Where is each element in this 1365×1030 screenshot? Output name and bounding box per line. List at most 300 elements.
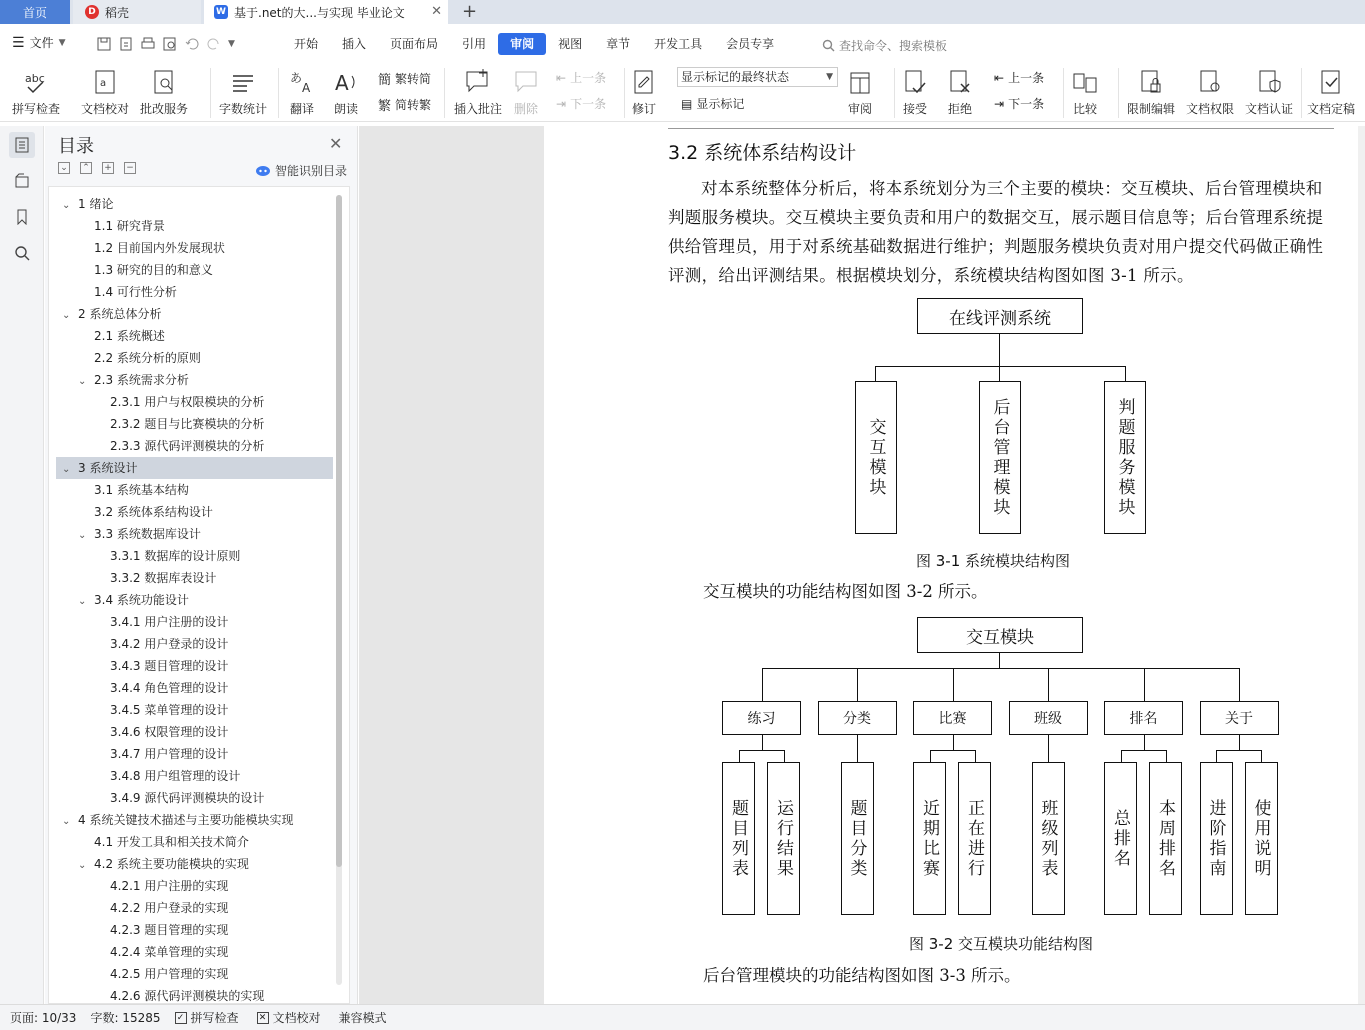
accept-button[interactable]: [903, 66, 927, 117]
node-label: 交互模块: [865, 417, 886, 498]
node-label: 总排名: [1110, 808, 1130, 869]
doc-proof-status[interactable]: [257, 1009, 321, 1026]
connector: [1048, 668, 1049, 701]
expand-toggle-icon[interactable]: ⌄: [78, 860, 87, 871]
tab-member[interactable]: 会员专享: [726, 37, 775, 51]
track-changes-icon: [632, 68, 656, 96]
connector: [857, 668, 858, 701]
chevron-down-icon: ▼: [826, 72, 833, 82]
next-comment-label: 下一条: [570, 97, 607, 111]
spell-check-icon: [22, 68, 50, 96]
tab-references[interactable]: 引用: [462, 37, 487, 51]
toc-item[interactable]: [56, 611, 333, 633]
node-label: 题目列表: [728, 798, 748, 879]
reject-label: 拒绝: [948, 102, 973, 116]
expand-toggle-icon[interactable]: ⌄: [78, 596, 87, 607]
new-tab-button[interactable]: +: [462, 1, 478, 22]
toc-item[interactable]: [56, 259, 333, 281]
toc-item-label: 4 系统关键技术描述与主要功能模块实现: [78, 813, 294, 827]
page-indicator[interactable]: 页面: 10/33: [10, 1011, 77, 1025]
next-change-button[interactable]: [994, 95, 1044, 112]
status-bar: [0, 1004, 1365, 1030]
node-label: 后台管理模块: [989, 397, 1010, 518]
doc-proof-icon: [93, 68, 117, 96]
toc-item-label: 2.3.3 源代码评测模块的分析: [110, 439, 265, 453]
diagram-leaf-node: [913, 762, 946, 915]
toc-item[interactable]: [56, 677, 333, 699]
prev-comment-button[interactable]: [556, 69, 606, 86]
toc-item-label: 1.4 可行性分析: [94, 285, 177, 299]
toc-nav-button[interactable]: [9, 132, 35, 158]
toc-item-label: 1.1 研究背景: [94, 219, 165, 233]
chevron-down-icon[interactable]: ▼: [228, 39, 235, 49]
delete-comment-label: 删除: [513, 102, 538, 116]
tab-daoke[interactable]: [73, 0, 201, 24]
toc-item-label: 4.1 开发工具和相关技术简介: [94, 835, 249, 849]
review-pane-label: 审阅: [848, 102, 873, 116]
reject-icon: [948, 68, 972, 96]
batch-service-icon: [152, 68, 176, 96]
remove-heading-icon[interactable]: −: [124, 162, 136, 174]
diagram-node: [855, 381, 897, 534]
proof-icon: ✕: [257, 1012, 269, 1024]
trad-to-simp-label: 繁转简: [395, 72, 432, 86]
toc-item-label: 3.3.2 数据库表设计: [110, 571, 217, 585]
node-label: 正在进行: [964, 798, 984, 879]
toc-item[interactable]: [56, 413, 333, 435]
redo-icon[interactable]: [206, 36, 222, 52]
doc-permission-button[interactable]: [1186, 66, 1234, 117]
ribbon-review: [0, 60, 1365, 122]
chevron-down-icon: ▼: [58, 37, 66, 48]
diagram-group-node: 分类: [818, 701, 897, 735]
expand-toggle-icon[interactable]: ⌄: [62, 310, 71, 321]
delete-comment-icon: [513, 68, 539, 96]
toc-item[interactable]: [56, 985, 333, 1004]
toc-item-label: 3.4.3 题目管理的设计: [110, 659, 229, 673]
section-heading: 3.2 系统体系结构设计: [668, 142, 857, 164]
figure-caption: 图 3-2 交互模块功能结构图: [909, 935, 1094, 953]
diagram-leaf-node: [722, 762, 755, 915]
spell-check-button[interactable]: [12, 66, 60, 117]
toc-title: 目录: [58, 136, 94, 157]
accept-label: 接受: [903, 102, 928, 116]
next-comment-button[interactable]: [556, 95, 606, 112]
writer-doc-icon: W: [214, 5, 228, 19]
doc-finalize-label: 文档定稿: [1307, 102, 1356, 116]
word-count-icon: [230, 70, 256, 96]
compat-mode-status: 兼容模式: [338, 1011, 387, 1025]
toc-item-label: 3.4 系统功能设计: [94, 593, 189, 607]
diagram-group-node: 关于: [1200, 701, 1279, 735]
toc-item[interactable]: [56, 831, 333, 853]
toc-item[interactable]: [56, 765, 333, 787]
toc-item-label: 2.2 系统分析的原则: [94, 351, 201, 365]
toc-item[interactable]: [56, 391, 333, 413]
diagram-leaf-node: [841, 762, 874, 915]
connector: [762, 668, 763, 701]
connector: [1048, 735, 1049, 750]
toc-item[interactable]: [56, 193, 333, 215]
expand-toggle-icon[interactable]: ⌄: [62, 200, 71, 211]
doc-finalize-icon: [1319, 68, 1343, 96]
connector: [930, 750, 931, 762]
connector: [1216, 750, 1261, 751]
file-menu-label: 文件: [29, 36, 54, 50]
document-area: [359, 126, 1365, 1004]
node-label: 班级列表: [1037, 798, 1058, 879]
command-search[interactable]: [822, 37, 947, 54]
ribbon-separator: [1063, 68, 1064, 118]
connector: [762, 668, 1240, 669]
toc-item[interactable]: [56, 787, 333, 809]
toc-item-label: 3.4.2 用户登录的设计: [110, 637, 229, 651]
chapter-icon: [14, 173, 30, 189]
toc-item[interactable]: [56, 215, 333, 237]
ai-bot-icon: [255, 165, 271, 177]
spell-check-status-label: 拼写检查: [190, 1011, 239, 1025]
expand-toggle-icon[interactable]: ⌄: [78, 530, 87, 541]
hamburger-icon: ☰: [12, 34, 25, 51]
node-label: 判题服务模块: [1114, 397, 1135, 518]
toc-item[interactable]: [56, 897, 333, 919]
expand-toggle-icon[interactable]: ⌄: [62, 816, 71, 827]
diagram-leaf-node: [958, 762, 991, 915]
daoke-logo-icon: D: [85, 5, 99, 19]
expand-toggle-icon[interactable]: ⌄: [78, 376, 87, 387]
node-label: 题目分类: [846, 798, 867, 879]
toc-item-label: 3.4.1 用户注册的设计: [110, 615, 229, 629]
doc-certify-icon: [1257, 68, 1281, 96]
tab-bar: [0, 0, 1365, 24]
tab-review[interactable]: 审阅: [498, 33, 546, 55]
toc-item[interactable]: [56, 941, 333, 963]
delete-comment-button[interactable]: [513, 66, 539, 117]
doc-permission-icon: [1198, 68, 1222, 96]
figure-caption: 图 3-1 系统模块结构图: [916, 552, 1071, 570]
connector: [953, 735, 954, 750]
toc-item[interactable]: [56, 281, 333, 303]
toc-item[interactable]: [56, 457, 333, 479]
ribbon-separator: [894, 68, 895, 118]
body-line: 交互模块的功能结构图如图 3-2 所示。: [703, 582, 988, 601]
svg-text:a: a: [100, 78, 107, 89]
connector: [857, 750, 858, 762]
toc-item-label: 3 系统设计: [78, 461, 138, 475]
diagram-leaf-node: [1149, 762, 1182, 915]
toc-item[interactable]: [56, 567, 333, 589]
batch-service-label: 批改服务: [140, 102, 189, 116]
ribbon-separator: [278, 68, 279, 118]
toc-item-label: 4.2.5 用户管理的实现: [110, 967, 229, 981]
doc-certify-button[interactable]: [1245, 66, 1293, 117]
toc-item[interactable]: [56, 435, 333, 457]
toc-item[interactable]: [56, 699, 333, 721]
undo-icon[interactable]: [184, 36, 200, 52]
tab-insert[interactable]: 插入: [342, 37, 367, 51]
diagram-node: [1104, 381, 1146, 534]
collapse-all-icon[interactable]: ⌃: [80, 162, 92, 174]
file-menu-button[interactable]: [12, 34, 66, 51]
compare-label: 比较: [1072, 102, 1097, 116]
toc-item-label: 4.2.3 题目管理的实现: [110, 923, 229, 937]
next-change-icon: ⇥: [994, 96, 1005, 111]
diagram-node: [979, 381, 1021, 534]
toc-item[interactable]: [56, 809, 333, 831]
toc-item-label: 3.2 系统体系结构设计: [94, 505, 213, 519]
simp-to-trad-button[interactable]: [378, 95, 431, 114]
smart-toc-button[interactable]: [255, 162, 347, 179]
expand-toggle-icon[interactable]: ⌄: [62, 464, 71, 475]
document-page[interactable]: [544, 126, 1365, 1004]
toc-item-label: 4.2.2 用户登录的实现: [110, 901, 229, 915]
restrict-edit-label: 限制编辑: [1127, 102, 1176, 116]
diagram-group-node: 排名: [1104, 701, 1183, 735]
toc-item[interactable]: [56, 875, 333, 897]
diagram-group-node: 班级: [1009, 701, 1088, 735]
bookmark-icon: [14, 209, 30, 225]
toc-item-label: 3.4.7 用户管理的设计: [110, 747, 229, 761]
trad-simp-icon: 簡: [378, 73, 392, 88]
connector: [875, 366, 1125, 367]
prev-change-button[interactable]: [994, 69, 1044, 86]
connector: [875, 366, 876, 381]
connector: [999, 334, 1000, 366]
close-icon[interactable]: ✕: [329, 134, 343, 153]
tab-start[interactable]: 开始: [294, 37, 319, 51]
connector: [1121, 750, 1122, 762]
toc-item[interactable]: [56, 325, 333, 347]
node-label: 近期比赛: [919, 798, 939, 879]
connector: [1125, 366, 1126, 381]
toc-item[interactable]: [56, 237, 333, 259]
compare-icon: [1072, 70, 1098, 96]
quick-access-toolbar: [96, 36, 235, 52]
close-tab-icon[interactable]: ✕: [431, 4, 442, 19]
toc-item[interactable]: [56, 347, 333, 369]
insert-comment-label: 插入批注: [454, 102, 503, 116]
toc-item-label: 2.3.2 题目与比赛模块的分析: [110, 417, 265, 431]
read-aloud-icon: [333, 68, 359, 96]
connector: [1144, 735, 1145, 750]
toc-item-label: 3.4.4 角色管理的设计: [110, 681, 229, 695]
connector: [739, 750, 740, 762]
toc-item[interactable]: [56, 853, 333, 875]
translate-icon: [288, 68, 316, 96]
doc-finalize-button[interactable]: [1307, 66, 1355, 117]
show-markup-label: 显示标记: [696, 97, 745, 111]
diagram-leaf-node: [1032, 762, 1065, 915]
toc-item-label: 3.4.5 菜单管理的设计: [110, 703, 229, 717]
lock-icon: [1139, 68, 1163, 96]
diagram-root-node: 在线评测系统: [917, 298, 1083, 334]
toc-item-label: 2 系统总体分析: [78, 307, 162, 321]
translate-button[interactable]: [288, 66, 316, 117]
toc-item[interactable]: [56, 655, 333, 677]
toc-list: [48, 186, 350, 1004]
save-icon[interactable]: [96, 36, 112, 52]
simp-trad-icon: 繁: [378, 99, 392, 114]
diagram-leaf-node: [1245, 762, 1278, 915]
read-aloud-button[interactable]: [333, 66, 359, 117]
doc-certify-label: 文档认证: [1245, 102, 1294, 116]
toc-item[interactable]: [56, 303, 333, 325]
node-label: 本周排名: [1155, 798, 1175, 879]
export-pdf-icon[interactable]: [118, 36, 134, 52]
track-changes-button[interactable]: [632, 66, 656, 117]
connector: [1239, 735, 1240, 750]
svg-text:abc: abc: [25, 72, 45, 85]
show-markup-button[interactable]: [681, 95, 744, 112]
insert-comment-button[interactable]: [454, 66, 502, 117]
restrict-edit-button[interactable]: [1127, 66, 1175, 117]
find-nav-button[interactable]: [9, 240, 35, 266]
prev-comment-label: 上一条: [570, 71, 607, 85]
print-preview-icon[interactable]: [162, 36, 178, 52]
svg-text:A: A: [335, 71, 349, 95]
document-scrollbar[interactable]: [1358, 126, 1365, 1004]
connector: [975, 750, 976, 762]
tab-daoke-label: 稻壳: [105, 5, 130, 20]
toc-item[interactable]: [56, 743, 333, 765]
prev-comment-icon: ⇤: [556, 70, 567, 85]
search-icon: [822, 39, 835, 52]
word-count-button[interactable]: [219, 66, 267, 117]
connector: [999, 653, 1000, 668]
word-count-label: 字数统计: [219, 102, 268, 116]
toc-item-label: 4.2.6 源代码评测模块的实现: [110, 989, 265, 1003]
connector: [1261, 750, 1262, 762]
spell-check-status[interactable]: [175, 1009, 239, 1026]
toc-item[interactable]: [56, 589, 333, 611]
toc-item-label: 3.3.1 数据库的设计原则: [110, 549, 241, 563]
toc-item[interactable]: [56, 369, 333, 391]
doc-proof-label: 文档校对: [81, 102, 130, 116]
next-change-label: 下一条: [1008, 97, 1045, 111]
diagram-group-node: 比赛: [913, 701, 992, 735]
toc-pane: [45, 126, 358, 1004]
add-heading-icon[interactable]: +: [102, 162, 114, 174]
navigation-rail: [0, 126, 44, 1004]
connector: [1239, 668, 1240, 701]
toc-item-label: 2.3.1 用户与权限模块的分析: [110, 395, 265, 409]
toc-toolbar: [58, 162, 136, 174]
toc-item[interactable]: [56, 919, 333, 941]
doc-permission-label: 文档权限: [1186, 102, 1235, 116]
connector: [1121, 750, 1166, 751]
smart-toc-label: 智能识别目录: [275, 164, 348, 178]
print-icon[interactable]: [140, 36, 156, 52]
batch-service-button[interactable]: [140, 66, 188, 117]
node-label: 进阶指南: [1205, 798, 1226, 879]
insert-comment-icon: [464, 68, 492, 96]
diagram-leaf-node: [1200, 762, 1233, 915]
translate-label: 翻译: [289, 102, 314, 116]
toc-item-label: 4.2 系统主要功能模块的实现: [94, 857, 249, 871]
body-line: 后台管理模块的功能结构图如图 3-3 所示。: [703, 966, 1021, 985]
tab-home[interactable]: [0, 0, 70, 24]
toc-item-label: 4.2.4 菜单管理的实现: [110, 945, 229, 959]
tab-developer[interactable]: 开发工具: [654, 37, 703, 51]
toc-item-label: 3.3 系统数据库设计: [94, 527, 201, 541]
chapter-nav-button[interactable]: [9, 168, 35, 194]
menu-tabs: [282, 33, 786, 55]
toc-item-label: 3.4.9 源代码评测模块的设计: [110, 791, 265, 805]
search-icon: [14, 245, 30, 261]
connector: [762, 735, 763, 750]
word-count-status[interactable]: 字数: 15285: [90, 1011, 161, 1025]
toc-item-label: 1.2 目前国内外发展现状: [94, 241, 225, 255]
connector: [857, 735, 858, 750]
connector: [784, 750, 785, 762]
toc-item-label: 4.2.1 用户注册的实现: [110, 879, 229, 893]
toc-item[interactable]: [56, 501, 333, 523]
toc-item[interactable]: [56, 721, 333, 743]
markup-state-select[interactable]: [677, 67, 838, 87]
compare-button[interactable]: [1072, 66, 1098, 117]
connector: [1048, 750, 1049, 762]
diagram-leaf-node: [767, 762, 800, 915]
ribbon-separator: [1118, 68, 1119, 118]
body-paragraph: 对本系统整体分析后，将本系统划分为三个主要的模块：交互模块、后台管理模块和判题服务模块。交互模块主要负责和用户的数据交互，展示题目信息等；后台管理系统提供给管理员，用于对系统基础数据进行维护；判题服务模块负责对用户提交代码做正确性评测，给出评测结果。根据模块划分，系统模块结构图如图 3-1 所示。: [668, 179, 1324, 285]
toc-item-label: 2.1 系统概述: [94, 329, 165, 343]
toc-scrollbar[interactable]: [336, 195, 342, 985]
ribbon-separator: [444, 68, 445, 118]
toc-scrollbar-thumb[interactable]: [336, 195, 342, 867]
tab-home-label: 首页: [22, 5, 47, 20]
svg-text:A: A: [302, 81, 311, 95]
simp-to-trad-label: 简转繁: [395, 98, 432, 112]
doc-proof-status-label: 文档校对: [272, 1011, 321, 1025]
toc-item-label: 3.1 系统基本结构: [94, 483, 189, 497]
reject-button[interactable]: [948, 66, 972, 117]
review-pane-icon: [848, 70, 872, 96]
toc-item[interactable]: [56, 523, 333, 545]
svg-text:あ: あ: [290, 71, 303, 85]
tab-document[interactable]: [204, 0, 448, 24]
tab-page-layout[interactable]: 页面布局: [390, 37, 439, 51]
header-rule: [668, 128, 1334, 129]
toc-item[interactable]: [56, 963, 333, 985]
bookmark-nav-button[interactable]: [9, 204, 35, 230]
tab-section[interactable]: 章节: [606, 37, 631, 51]
command-search-placeholder: 查找命令、搜索模板: [839, 39, 948, 53]
check-icon: ✓: [175, 1012, 187, 1024]
ribbon-separator: [210, 68, 211, 118]
ribbon-separator: [624, 68, 625, 118]
diagram-root-node: 交互模块: [917, 617, 1083, 653]
toc-item[interactable]: [56, 633, 333, 655]
connector: [1144, 668, 1145, 701]
connector: [1216, 750, 1217, 762]
trad-to-simp-button[interactable]: [378, 69, 431, 88]
diagram-group-node: 练习: [722, 701, 801, 735]
next-comment-icon: ⇥: [556, 96, 567, 111]
toc-list-icon: [14, 137, 30, 153]
toc-item[interactable]: [56, 545, 333, 567]
toc-item-label: 1 绪论: [78, 197, 114, 211]
doc-proof-button[interactable]: [81, 66, 129, 117]
toc-item[interactable]: [56, 479, 333, 501]
connector: [739, 750, 784, 751]
node-label: 使用说明: [1250, 798, 1271, 879]
tab-view[interactable]: 视图: [558, 37, 583, 51]
connector: [1166, 750, 1167, 762]
expand-all-icon[interactable]: ⌄: [58, 162, 70, 174]
show-markup-icon: ▤: [681, 96, 693, 111]
read-aloud-label: 朗读: [333, 102, 358, 116]
review-pane-button[interactable]: [848, 66, 872, 117]
